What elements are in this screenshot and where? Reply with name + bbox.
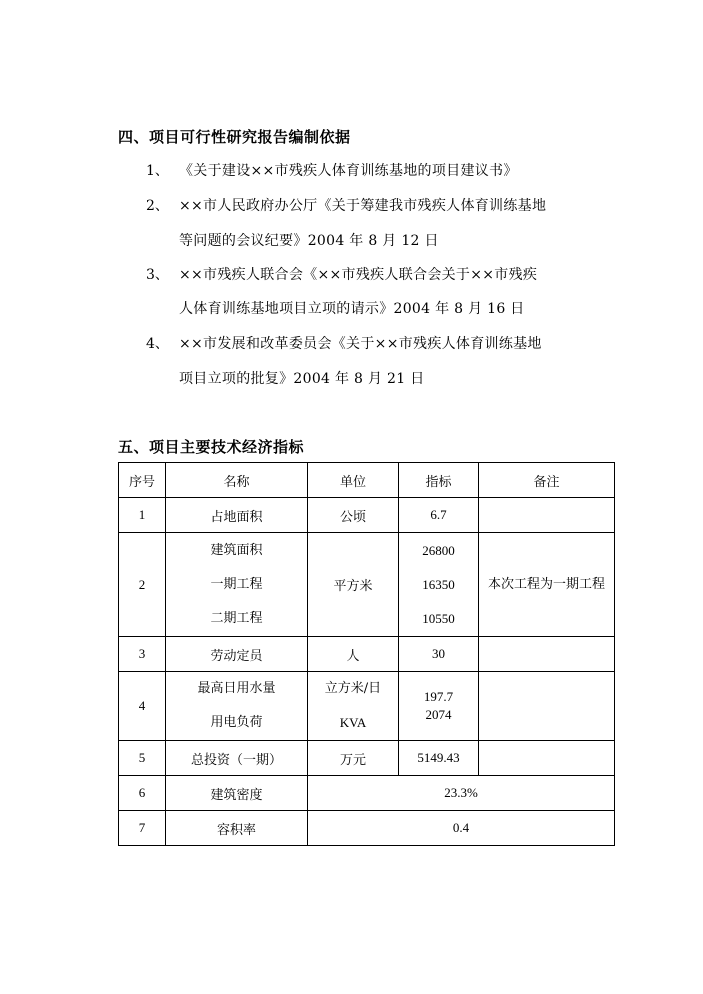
row4-value-line-2: 2074 bbox=[425, 707, 452, 722]
row6-name: 建筑密度 bbox=[166, 776, 308, 811]
ref-item-3-line-2: 人体育训练基地项目立项的请示》2004 年 8 月 16 日 bbox=[179, 301, 525, 317]
ref-item-4-line-2: 项目立项的批复》2004 年 8 月 21 日 bbox=[179, 371, 425, 387]
row4-no: 4 bbox=[119, 672, 166, 741]
section4-heading: 四、项目可行性研究报告编制依据 bbox=[118, 128, 351, 146]
table-row bbox=[119, 811, 615, 846]
row3-unit: 人 bbox=[308, 637, 399, 672]
table-row bbox=[119, 637, 615, 672]
row1-note bbox=[479, 498, 615, 533]
row3-name: 劳动定员 bbox=[166, 637, 308, 672]
header-note: 备注 bbox=[479, 463, 615, 498]
row7-name: 容积率 bbox=[166, 811, 308, 846]
row5-note bbox=[479, 741, 615, 776]
ref-item-2-line-1: ××市人民政府办公厅《关于筹建我市残疾人体育训练基地 bbox=[179, 198, 547, 214]
row3-no: 3 bbox=[119, 637, 166, 672]
row2-note bbox=[479, 533, 615, 637]
row4-unit-line-1: 立方米/日 bbox=[324, 681, 382, 696]
row2-name-line-1: 建筑面积 bbox=[210, 542, 263, 558]
row1-name: 占地面积 bbox=[166, 498, 308, 533]
row7-merged-value: 0.4 bbox=[308, 811, 615, 846]
row5-name: 总投资（一期） bbox=[166, 741, 308, 776]
header-no: 序号 bbox=[119, 463, 166, 498]
row1-unit: 公顷 bbox=[308, 498, 399, 533]
row2-name bbox=[166, 533, 308, 637]
table-row bbox=[119, 741, 615, 776]
row7-no: 7 bbox=[119, 811, 166, 846]
indicators-table bbox=[118, 462, 615, 846]
table-header-row bbox=[119, 463, 615, 498]
ref-item-4-line-1: ××市发展和改革委员会《关于××市残疾人体育训练基地 bbox=[179, 336, 542, 352]
table-row bbox=[119, 498, 615, 533]
row2-value bbox=[399, 533, 479, 637]
ref-item-2-number: 2、 bbox=[146, 198, 169, 214]
row2-no: 2 bbox=[119, 533, 166, 637]
table-row bbox=[119, 776, 615, 811]
row4-value bbox=[399, 672, 479, 741]
row3-value: 30 bbox=[399, 637, 479, 672]
ref-item-4-number: 4、 bbox=[146, 336, 169, 352]
header-value: 指标 bbox=[399, 463, 479, 498]
ref-item-3-number: 3、 bbox=[146, 267, 169, 283]
header-name: 名称 bbox=[166, 463, 308, 498]
row2-value-line-2: 16350 bbox=[422, 576, 455, 592]
row1-no: 1 bbox=[119, 498, 166, 533]
table-row bbox=[119, 533, 615, 637]
row6-merged-value: 23.3% bbox=[308, 776, 615, 811]
row4-name bbox=[166, 672, 308, 741]
row2-value-line-1: 26800 bbox=[422, 542, 455, 558]
row4-name-line-2: 用电负荷 bbox=[210, 715, 263, 730]
row2-unit: 平方米 bbox=[308, 533, 399, 637]
header-unit: 单位 bbox=[308, 463, 399, 498]
row3-note bbox=[479, 637, 615, 672]
ref-item-3-line-1: ××市残疾人联合会《××市残疾人联合会关于××市残疾 bbox=[179, 267, 538, 283]
row2-note-text: 本次工程为一期工程 bbox=[487, 576, 605, 592]
row4-note bbox=[479, 672, 615, 741]
row4-name-line-1: 最高日用水量 bbox=[197, 681, 276, 696]
ref-item-1-number: 1、 bbox=[146, 163, 169, 179]
row5-no: 5 bbox=[119, 741, 166, 776]
row6-no: 6 bbox=[119, 776, 166, 811]
row4-unit-line-2: KVA bbox=[339, 715, 367, 730]
ref-item-1-line-1: 《关于建设××市残疾人体育训练基地的项目建议书》 bbox=[179, 163, 518, 179]
row2-value-line-3: 10550 bbox=[422, 610, 455, 626]
row4-value-line-1: 197.7 bbox=[423, 689, 454, 704]
ref-item-2-line-2: 等问题的会议纪要》2004 年 8 月 12 日 bbox=[179, 233, 439, 249]
row1-value: 6.7 bbox=[399, 498, 479, 533]
row4-unit bbox=[308, 672, 399, 741]
row2-name-line-3: 二期工程 bbox=[210, 610, 263, 626]
section5-heading: 五、项目主要技术经济指标 bbox=[118, 438, 305, 456]
row5-value: 5149.43 bbox=[399, 741, 479, 776]
row2-name-line-2: 一期工程 bbox=[210, 576, 263, 592]
row5-unit: 万元 bbox=[308, 741, 399, 776]
table-row bbox=[119, 672, 615, 741]
